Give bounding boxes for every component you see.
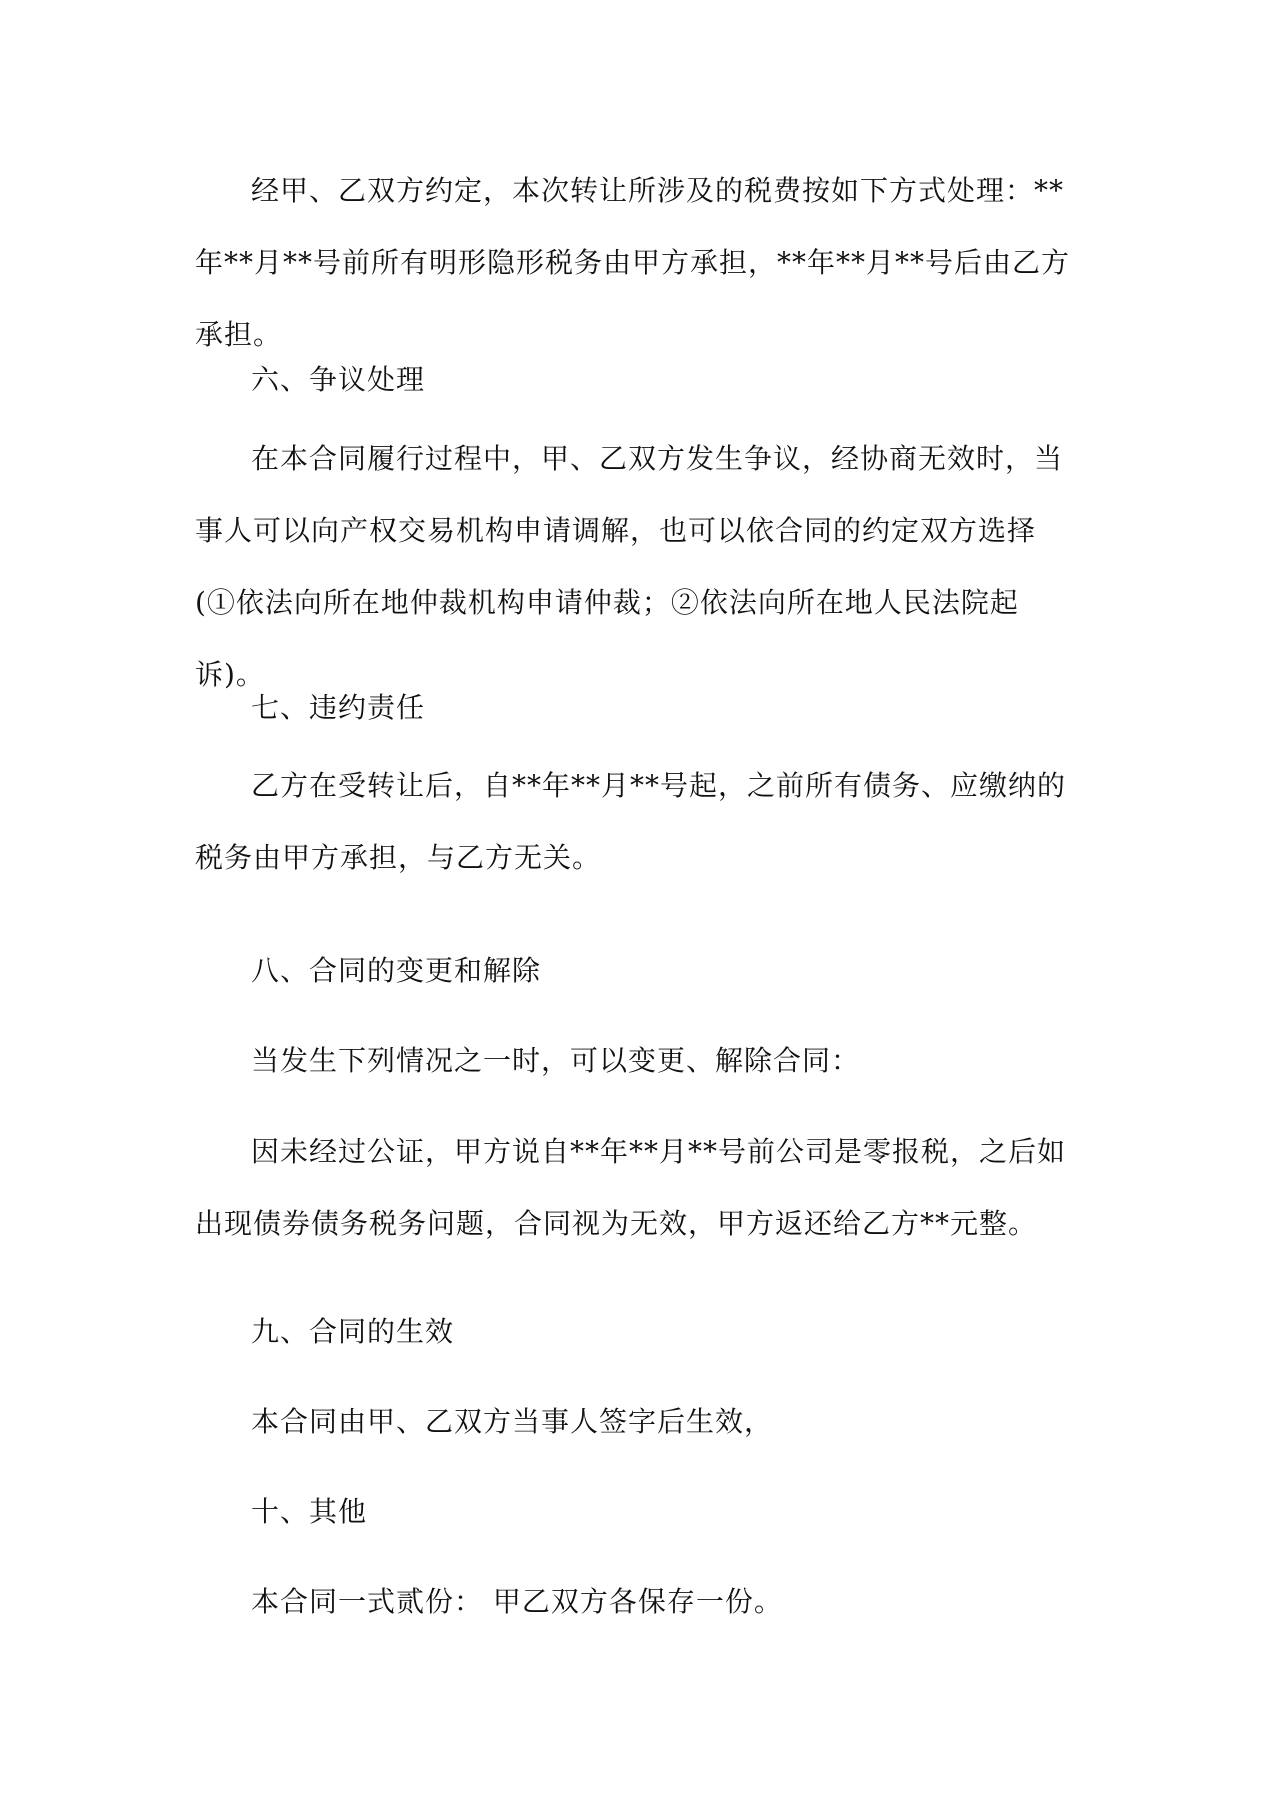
paragraph-effectiveness: 本合同由甲、乙双方当事人签字后生效，	[251, 1405, 774, 1438]
section-heading-effectiveness: 九、合同的生效	[251, 1315, 455, 1348]
paragraph-tax-terms: 经甲、乙双方约定，本次转让所涉及的税费按如下方式处理：**年**月**号前所有明形隐形税务由甲方承担，**年**月**号后由乙方承担。	[195, 174, 1071, 351]
paragraph-modification-conditions: 当发生下列情况之一时，可以变更、解除合同：	[251, 1044, 861, 1077]
section-heading-liability: 七、违约责任	[251, 691, 426, 724]
section-heading-other: 十、其他	[251, 1495, 368, 1528]
paragraph-liability: 乙方在受转让后，自**年**月**号起，之前所有债务、应缴纳的税务由甲方承担，与乙方无关。	[195, 769, 1067, 874]
section-heading-dispute: 六、争议处理	[251, 363, 426, 396]
paragraph-dispute: 在本合同履行过程中，甲、乙双方发生争议，经协商无效时，当事人可以向产权交易机构申请调解，也可以依合同的约定双方选择 (①依法向所在地仲裁机构申请仲裁；②依法向所在地人民法院起诉)。	[195, 442, 1064, 691]
section-heading-modification: 八、合同的变更和解除	[251, 954, 542, 987]
paragraph-modification-detail: 因未经过公证，甲方说自**年**月**号前公司是零报税，之后如出现债券债务税务问题，合同视为无效，甲方返还给乙方**元整。	[195, 1135, 1067, 1240]
paragraph-other: 本合同一式贰份： 甲乙双方各保存一份。	[251, 1585, 783, 1618]
